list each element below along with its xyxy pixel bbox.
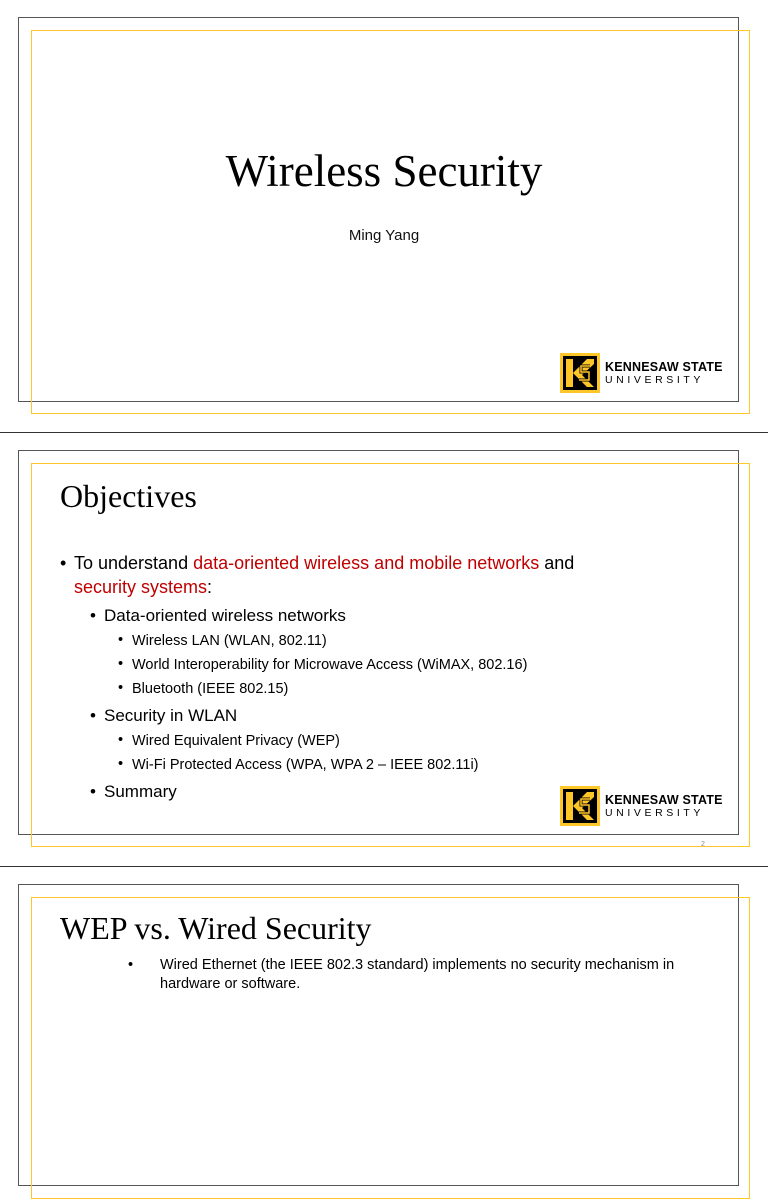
bullet-icon: •: [118, 732, 124, 748]
bullet-icon: •: [118, 656, 124, 672]
bullet-icon: •: [118, 680, 124, 696]
objective-intro: [60, 551, 700, 599]
subtopic-item: [118, 632, 700, 651]
subtopic-item: [118, 680, 700, 699]
slide-3-bullet: [128, 956, 680, 994]
logo-line-1: KENNESAW STATE: [605, 359, 723, 374]
subtopic-label: Wireless LAN (WLAN, 802.11): [132, 633, 327, 649]
slide-1: [0, 0, 768, 430]
intro-highlight-networks: data-oriented wireless and mobile networks: [193, 553, 540, 573]
slide-1-title: Wireless Security: [225, 146, 543, 196]
ksu-ks-mark-icon: [560, 353, 600, 393]
intro-middle: and: [539, 553, 575, 573]
topic-item: [90, 705, 700, 727]
topic-label: Summary: [104, 782, 177, 801]
ksu-ks-mark-icon: [560, 786, 600, 826]
intro-suffix: :: [207, 577, 213, 597]
bullet-icon: •: [118, 632, 124, 648]
intro-prefix: To understand: [74, 553, 194, 573]
subtopic-label: Wi-Fi Protected Access (WPA, WPA 2 – IEEE 802.11i): [132, 757, 479, 773]
bullet-icon: •: [90, 606, 96, 625]
logo-line-2: UNIVERSITY: [605, 807, 705, 819]
slide-2-title: Objectives: [60, 478, 197, 514]
objectives-list: [60, 551, 700, 803]
bullet-icon: •: [60, 553, 67, 573]
logo-line-2: UNIVERSITY: [605, 374, 705, 386]
subtopic-label: Wired Equivalent Privacy (WEP): [132, 733, 340, 749]
subtopic-item: [118, 756, 700, 775]
ksu-logo: [560, 353, 723, 393]
bullet-icon: •: [90, 782, 96, 801]
topic-label: Security in WLAN: [104, 706, 238, 725]
slide-3-title: WEP vs. Wired Security: [60, 910, 372, 946]
bullet-icon: •: [118, 756, 124, 772]
slide-3-bullet-text: Wired Ethernet (the IEEE 802.3 standard) implements no security mechanism in hardware or software.: [160, 957, 675, 992]
subtopic-item: [118, 732, 700, 751]
bullet-icon: •: [128, 957, 134, 973]
bullet-icon: •: [90, 706, 96, 725]
logo-line-1: KENNESAW STATE: [605, 792, 723, 807]
intro-highlight-security: security systems: [74, 577, 208, 597]
topic-item: [90, 605, 700, 627]
ksu-logo: [560, 786, 723, 826]
subtopic-item: [118, 656, 700, 675]
subtopic-label: Bluetooth (IEEE 802.15): [132, 681, 289, 697]
page-number: 2: [701, 841, 705, 848]
subtopic-label: World Interoperability for Microwave Access (WiMAX, 802.16): [132, 657, 528, 673]
slide-1-author: Ming Yang: [348, 227, 420, 244]
topic-label: Data-oriented wireless networks: [104, 606, 346, 625]
